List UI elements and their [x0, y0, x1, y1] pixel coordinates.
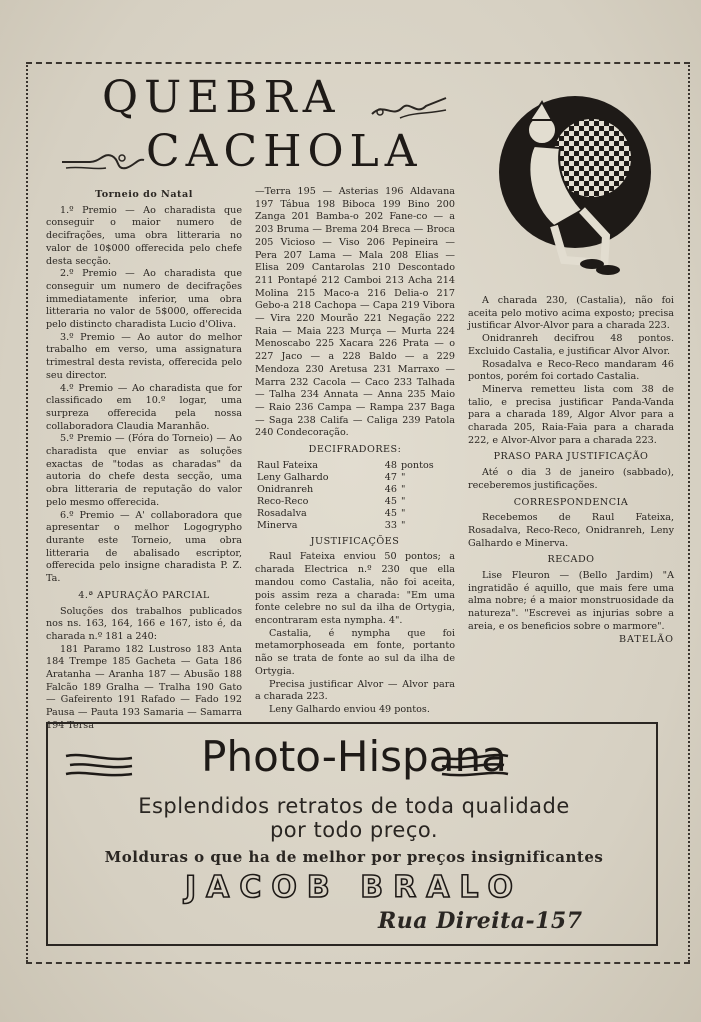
- decipherer-name: Reco-Reco: [257, 495, 309, 507]
- decipherer-points: 46: [384, 483, 397, 495]
- solutions-list-continued: —Terra 195 — Asterias 196 Aldavana 197 Tábua 198 Biboca 199 Bino 200 Zanga 201 Bamba-o 202 Fane-co — a 203 Bruma — Brema 204 Breca — Broca 205 Vicioso — Viso 206 Pepineira — Pera 207 Lama — Mala 208 Elias — Elisa 209 Cantarolas 210 Descontado 211 Pontapé 212 Camboi 213 Acha 214 Molina 215 Maco-a 216 Delia-o 217 Gebo-a 218 Cachopa — Capa 219 Vibora — Vira 220 Mourão 221 Negação 222 Raia — Maia 223 Murça — Murta 224 Menoscabo 225 Xacara 226 Prata — o 227 Jaco — a 228 Baldo — a 229 Mendoza 230 Aretusa 231 Marraxo — Marra 232 Cacola — Caco 233 Talhada — Talha 234 Annata — Anna 235 Maio — Raio 236 Campa — Rampa 237 Baga — Saga 238 Califa — Caliga 239 Patola 240 Condecoração.: [255, 186, 455, 439]
- points-unit: ": [401, 495, 406, 507]
- table-row: [255, 484, 455, 496]
- decipherer-name: Onidranreh: [257, 483, 314, 495]
- ad-tagline: Esplendidos retratos de toda qualidade: [138, 794, 570, 818]
- prize-paragraph: 6.º Premio — A' collaboradora que apresentar o melhor Logogrypho durante este Torneio, uma obra litteraria de abalisado escriptor, offerecida pelo insigne charadista P. Z. Ta.: [46, 509, 242, 585]
- message-paragraph: Lise Fleuron — (Bello Jardim) "A ingratidão é aquillo, que mais fere uma alma nobre; é a maior monstruosidade da natureza". "Escrevei as injurias sobre a areia, e os beneficios sobre o marmore".: [468, 570, 674, 632]
- decipherer-points: 33: [384, 519, 397, 531]
- justification-paragraph: Raul Fateixa enviou 50 pontos; a charada Electrica n.º 230 que ella mandou como Castalia, não foi aceita, pois assim reza a charada: "Em uma fonte celebre no sul da ilha de Ortygia, encontraram esta nympha. 4".: [255, 551, 455, 626]
- decipherer-points: 45: [384, 495, 397, 507]
- title-flourish-icon: [370, 92, 448, 122]
- justification-paragraph: Leny Galhardo enviou 49 pontos.: [269, 703, 430, 715]
- decipherers-heading: DECIFRADORES:: [308, 444, 402, 456]
- solutions-list: 181 Paramo 182 Lustroso 183 Anta 184 Trempe 185 Gacheta — Gata 186 Aratanha — Aranha 187 — Abusão 188 Falcão 189 Gralha — Tralha 190 Gato — Gafeirento 191 Rafado — Fado 192 Pausa — Pauta 193 Samaria — Samarra 194 Tersa: [46, 643, 242, 731]
- justification-paragraph: Castalia, é nympha que foi metamorphoseada em fonte, portanto não se trata de fonte ao sul da ilha de Ortygia.: [255, 627, 455, 677]
- clown-juggler-illustration: [494, 86, 656, 278]
- correspondence-heading: CORRESPONDENCIA: [513, 496, 629, 508]
- table-row: [255, 520, 455, 532]
- justification-paragraph: A charada 230, (Castalia), não foi aceita pelo motivo acima exposto; precisa justificar Alvor-Alvor para a charada 223.: [468, 295, 674, 332]
- decipherers-table: [255, 460, 455, 532]
- prize-paragraph: 1.º Premio — Ao charadista que conseguir o maior numero de decifrações, uma obra litteraria no valor de 10$000 offerecida pelo chefe desta secção.: [46, 204, 242, 267]
- column-1: [46, 186, 242, 733]
- justification-paragraph: Onidranreh decifrou 48 pontos. Excluido Castalia, e justificar Alvor Alvor.: [468, 333, 674, 357]
- points-unit: ": [401, 507, 406, 519]
- partial-count-heading: 4.ª APURAÇÃO PARCIAL: [78, 589, 210, 601]
- ad-address: Rua Direita-157: [378, 908, 583, 934]
- page-border-top: [26, 62, 690, 64]
- decipherer-name: Rosadalva: [257, 507, 307, 519]
- prize-paragraph: 3.º Premio — Ao autor do melhor trabalho em verso, uma assignatura trimestral desta revista, offerecida pelo seu director.: [46, 331, 242, 381]
- page-border-left: [26, 62, 28, 962]
- justification-paragraph: Rosadalva e Reco-Reco mandaram 46 pontos, porém foi cortado Castalia.: [468, 358, 674, 383]
- section-title-line2: CACHOLA: [146, 126, 423, 177]
- solutions-intro: Soluções dos trabalhos publicados nos ns. 163, 164, 166 e 167, isto é, da charada n.º 181 a 240:: [46, 605, 242, 642]
- justifications-heading: JUSTIFICAÇÕES: [310, 535, 400, 547]
- decipherer-name: Leny Galhardo: [257, 471, 329, 483]
- prize-paragraph: 4.º Premio — Ao charadista que for classificado em 10.º logar, uma surpreza offerecida pela nossa collaboradora Claudia Maranhão.: [46, 382, 242, 432]
- points-unit: pontos: [401, 459, 434, 471]
- ad-frames-line: Molduras o que ha de melhor por preços insignificantes: [104, 848, 604, 866]
- table-row: [255, 496, 455, 508]
- title-flourish-icon: [60, 148, 146, 178]
- prize-paragraph: 5.º Premio — (Fóra do Torneio) — Ao charadista que enviar as soluções exactas de "todas as charadas" da autoria do chefe desta secção, uma obra litteraria de reputação do valor pelo mesmo offerecida.: [46, 433, 242, 508]
- photo-hispana-advertisement: [46, 722, 658, 946]
- table-row: [255, 472, 455, 484]
- deadline-paragraph: Até o dia 3 de janeiro (sabbado), receberemos justificações.: [468, 467, 674, 491]
- points-unit: ": [401, 471, 406, 483]
- ad-owner-name: JACOB BRALO: [185, 870, 523, 905]
- deadline-heading: PRASO PARA JUSTIFICAÇÃO: [493, 451, 649, 463]
- section-title-line1: QUEBRA: [102, 72, 341, 123]
- justification-paragraph: Minerva remetteu lista com 38 de talio, e precisa justificar Panda-Vanda para a charada 189, Algor Alvor para a charada 205, Raia-Faia para a charada 222, e Alvor-Alvor para a charada 223.: [468, 383, 674, 446]
- ad-tagline: por todo preço.: [269, 818, 439, 842]
- decipherer-points: 45: [384, 507, 397, 519]
- decipherer-name: Minerva: [257, 519, 298, 531]
- prize-paragraph: 2.º Premio — Ao charadista que conseguir um numero de decifrações immediatamente inferior, uma obra litteraria no valor de 5$000, offerecida pelo distincto charadista Lucio d'Oliva.: [46, 268, 242, 331]
- tournament-heading: Torneio do Natal: [95, 189, 193, 200]
- decipherer-points: 47: [384, 471, 397, 483]
- table-row: [255, 460, 455, 472]
- decipherer-points: 48: [384, 459, 397, 471]
- points-unit: ": [401, 483, 406, 495]
- justification-paragraph: Precisa justificar Alvor — Alvor para a charada 223.: [255, 678, 455, 703]
- page-border-bottom: [26, 962, 690, 964]
- column-2: [255, 186, 455, 717]
- message-heading: RECADO: [547, 554, 595, 566]
- page-border-right: [688, 62, 690, 962]
- correspondence-paragraph: Recebemos de Raul Fateixa, Rosadalva, Reco-Reco, Onidranreh, Leny Galhardo e Minerva.: [468, 512, 674, 549]
- table-row: [255, 508, 455, 520]
- signature: BATELÃO: [618, 633, 674, 645]
- points-unit: ": [401, 519, 406, 531]
- column-3: [468, 295, 674, 646]
- decipherer-name: Raul Fateixa: [257, 459, 318, 471]
- brand-name: Photo-Hispana: [201, 732, 507, 781]
